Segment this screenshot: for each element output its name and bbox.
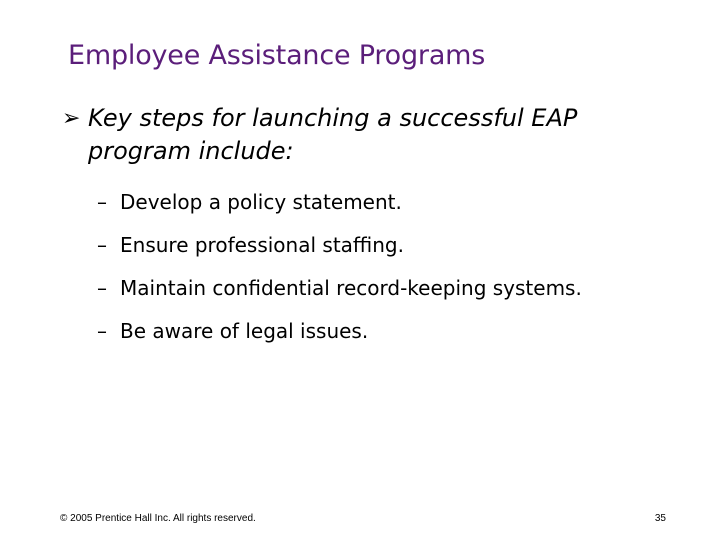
main-bullet-point: [62, 102, 662, 168]
sub-bullet-item: [97, 180, 582, 223]
arrow-bullet-icon: ➢: [62, 106, 81, 131]
page-number: 35: [654, 513, 666, 524]
dash-bullet-icon: –: [97, 275, 107, 300]
sub-bullet-item: [97, 309, 582, 352]
sub-bullet-item: [97, 223, 582, 266]
sub-bullet-list: [97, 180, 582, 352]
copyright-footer: © 2005 Prentice Hall Inc. All rights reserved.: [60, 513, 256, 524]
dash-bullet-icon: –: [97, 232, 107, 257]
dash-bullet-icon: –: [97, 318, 107, 343]
sub-bullet-text: Ensure professional staffing.: [120, 232, 404, 257]
sub-bullet-item: [97, 266, 582, 309]
sub-bullet-text: Maintain confidential record-keeping systems.: [120, 275, 582, 300]
sub-bullet-text: Develop a policy statement.: [120, 189, 402, 214]
dash-bullet-icon: –: [97, 189, 107, 214]
main-bullet-text: Key steps for launching a successful EAP program include:: [88, 104, 578, 165]
slide-title: Employee Assistance Programs: [68, 40, 486, 71]
sub-bullet-text: Be aware of legal issues.: [120, 318, 369, 343]
